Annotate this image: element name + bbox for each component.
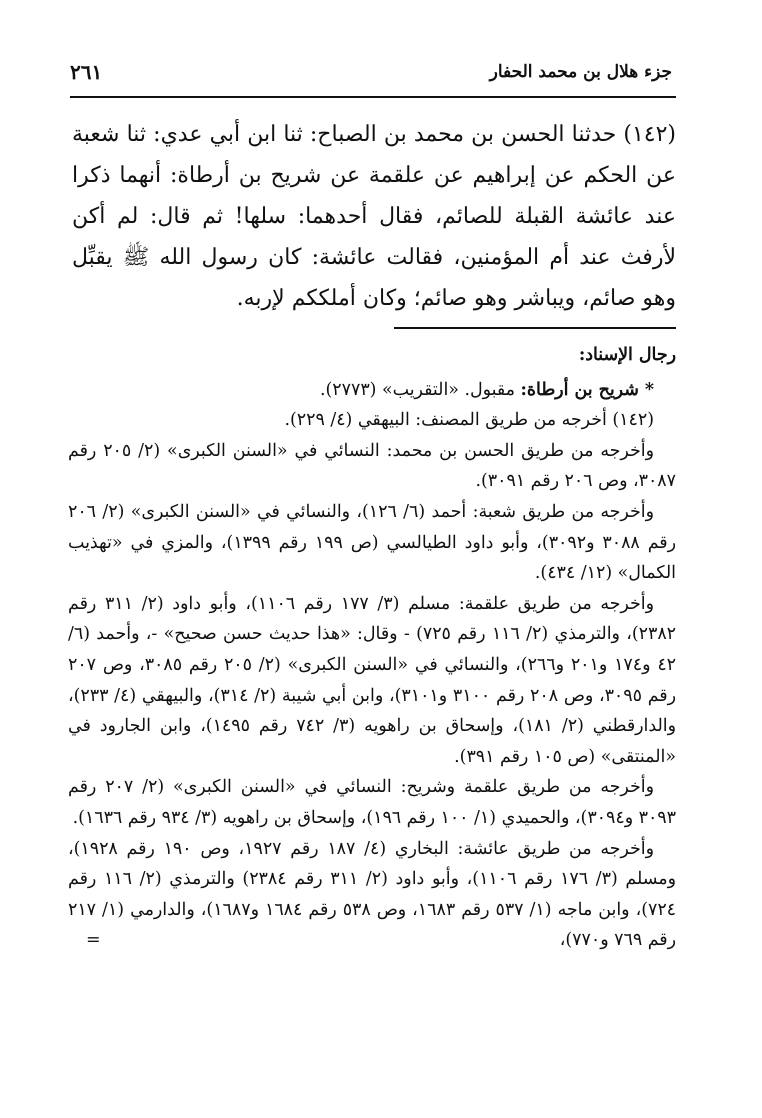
main-text (72, 114, 676, 319)
narrator-grade: مقبول. «التقريب» (٢٧٧٣). (319, 379, 521, 400)
takhrij-paragraph-alqama-shurayh-route: وأخرجه من طريق علقمة وشريح: النسائي في «السنن الكبرى» (٢/ ٢٠٧ رقم ٣٠٩٣ و٣٠٩٤)، والحميدي (١/ ١٠٠ رقم ١٩٦)، وإسحاق بن راهويه (٣/ ٩٣٤ رقم ١٦٣٦). (68, 777, 676, 828)
takhrij-paragraph-alqama-route: وأخرجه من طريق علقمة: مسلم (٣/ ١٧٧ رقم ١١٠٦)، وأبو داود (٢/ ٣١١ رقم ٢٣٨٢)، والترمذي (٢/ ١١٦ رقم ٧٢٥) - وقال: «هذا حديث حسن صحيح» -، وأحمد (٦/ ٤٢ و١٧٤ و٢٠١ و٢٦٦)، والنسائي في «السنن الكبرى» (٢/ ٢٠٥ رقم ٣٠٨٥، وص ٢٠٧ رقم ٣٠٩٥، وص ٢٠٨ رقم ٣١٠٠ و٣١٠١)، وابن أبي شيبة (٢/ ٣١٤)، والبيهقي (٤/ ٢٣٣)، والدارقطني (٢/ ١٨١)، وإسحاق بن راهويه (٣/ ٧٤٢ رقم ١٤٩٥)، وابن الجارود في «المنتقى» (ص ١٠٥ رقم ٣٩١). (68, 593, 677, 767)
page-number: ٢٦١ (70, 60, 103, 84)
narrator-name: * شريح بن أرطاة: (520, 379, 654, 400)
takhrij-paragraph-author-route: (١٤٢) أخرجه من طريق المصنف: البيهقي (٤/ ٢٢٩). (284, 410, 654, 431)
header-rule (70, 96, 676, 98)
footnote-separator (394, 327, 676, 329)
hadith-text: (١٤٢) حدثنا الحسن بن محمد بن الصباح: ثنا ابن أبي عدي: ثنا شعبة عن الحكم عن إبراهيم عن علقمة عن شريح بن أرطاة: أنهما ذكرا عند عائشة القبلة للصائم، فقال أحدهما: سلها! ثم قال: لم أكن لأرفث عند أم المؤمنين، فقالت عائشة: كان رسول الله ﷺ يقبِّل وهو صائم، ويباشر وهو صائم؛ وكان أملككم لإربه. (72, 122, 676, 311)
running-header-title: جزء هلال بن محمد الحفار (489, 62, 672, 82)
footnotes (68, 340, 676, 956)
section-title-isnad-narrators: رجال الإسناد: (578, 345, 676, 365)
running-header (70, 56, 672, 96)
takhrij-paragraph-aisha-route (68, 834, 676, 956)
takhrij-aisha-text: وأخرجه من طريق عائشة: البخاري (٤/ ١٨٧ رقم ١٩٢٧، وص ١٩٠ رقم ١٩٢٨)، ومسلم (٣/ ١٧٦ رقم ١١٠٦)، وأبو داود (٢/ ٣١١ رقم ٢٣٨٤) والترمذي (٢/ ١١٦ رقم ٧٢٤)، وابن ماجه (١/ ٥٣٧ رقم ١٦٨٣، وص ٥٣٨ رقم ١٦٨٤ و١٦٨٧)، والدارمي (١/ ٢١٧ رقم ٧٦٩ و٧٧٠)، (68, 838, 677, 951)
takhrij-paragraph-hasan-route: وأخرجه من طريق الحسن بن محمد: النسائي في «السنن الكبرى» (٢/ ٢٠٥ رقم ٣٠٨٧، وص ٢٠٦ رقم ٣٠٩١). (68, 440, 676, 492)
continuation-mark: = (86, 930, 101, 951)
takhrij-paragraph-shuba-route: وأخرجه من طريق شعبة: أحمد (٦/ ١٢٦)، والنسائي في «السنن الكبرى» (٢/ ٢٠٦ رقم ٣٠٨٨ و٣٠٩٢)، وأبو داود الطيالسي (ص ١٩٩ رقم ١٣٩٩)، والمزي في «تهذيب الكمال» (١٢/ ٤٣٤). (68, 501, 676, 584)
narrator-entry (68, 375, 676, 406)
